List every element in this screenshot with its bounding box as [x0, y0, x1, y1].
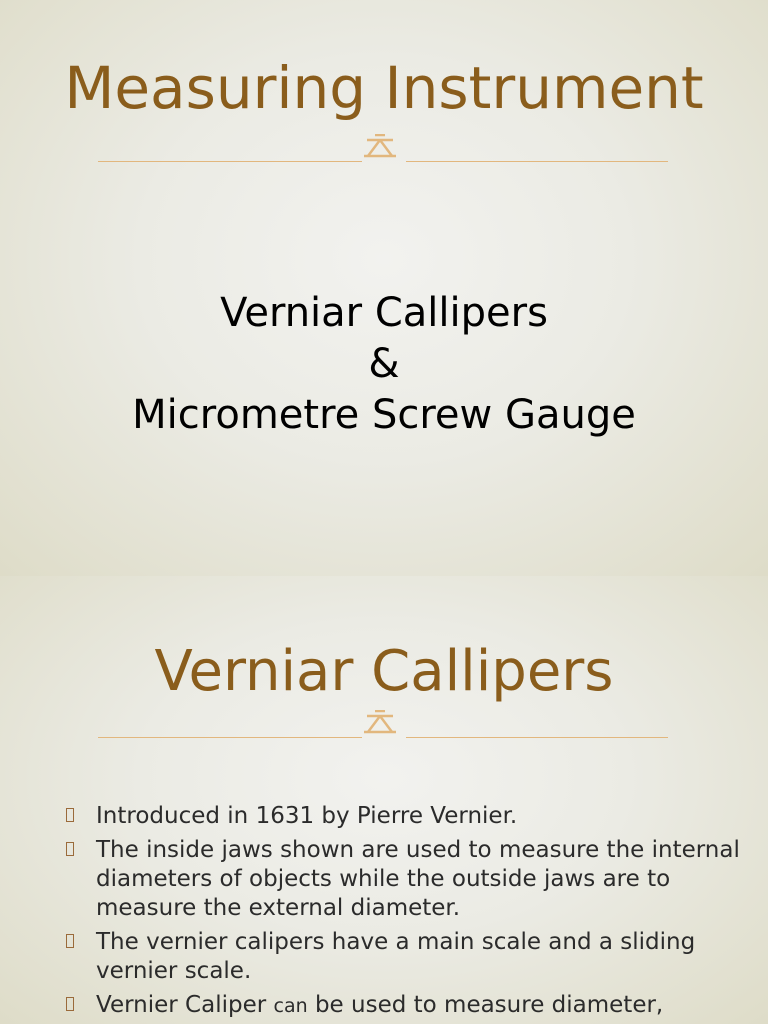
bullet-text-small: can [273, 995, 308, 1017]
bullet-text: Introduced in 1631 by Pierre Vernier. [96, 803, 518, 829]
content-slide [0, 576, 768, 1024]
bullet-item [66, 928, 746, 986]
slide-title: Verniar Callipers [154, 639, 614, 704]
divider-rule-right [406, 737, 668, 738]
bullet-list [66, 802, 746, 1024]
bullet-text-post: be used to measure diameter, [307, 992, 664, 1018]
ornament-icon [362, 134, 398, 160]
divider-rule-right [406, 161, 668, 162]
title-divider [0, 132, 768, 162]
divider-rule-left [98, 161, 362, 162]
bullet-square-icon [66, 997, 74, 1011]
bullet-square-icon [66, 934, 74, 948]
subtitle-line: & [368, 341, 400, 387]
bullet-text: The inside jaws shown are used to measure the internal diameters of objects while the outside jaws are to measure the external diameter. [96, 837, 740, 921]
ornament-icon [362, 710, 398, 736]
bullet-square-icon [66, 808, 74, 822]
bullet-item [66, 802, 746, 831]
bullet-item [66, 836, 746, 923]
divider-rule-left [98, 737, 362, 738]
subtitle-line: Verniar Callipers [220, 290, 548, 336]
bullet-square-icon [66, 842, 74, 856]
title-divider [0, 708, 768, 738]
bullet-item [66, 991, 746, 1021]
bullet-text-pre: Vernier Caliper [96, 992, 274, 1018]
subtitle [0, 288, 768, 441]
slide-title: Measuring Instrument [64, 54, 704, 122]
bullet-text: The vernier calipers have a main scale and a sliding vernier scale. [96, 929, 696, 984]
subtitle-line: Micrometre Screw Gauge [132, 392, 636, 438]
